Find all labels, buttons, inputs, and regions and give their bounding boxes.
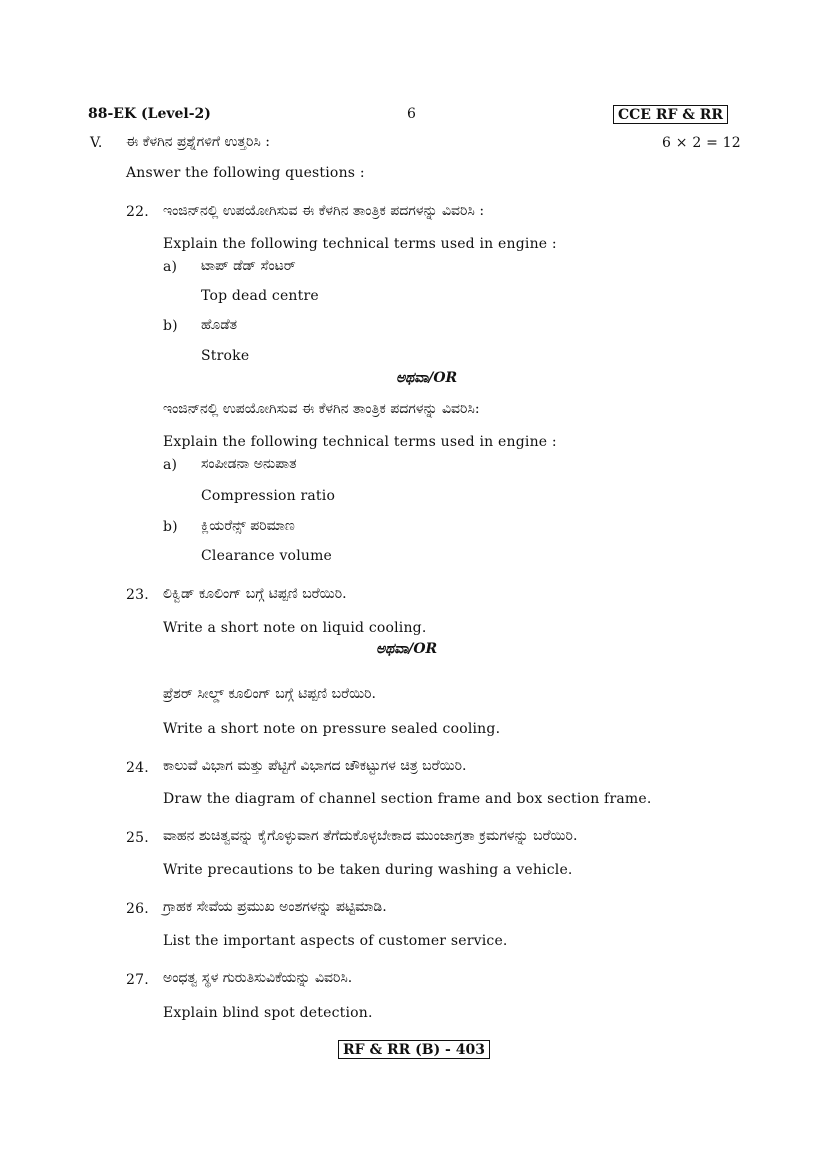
question-number: 26. [126,901,149,917]
question-number: 25. [126,830,149,846]
q23-alt-english: Write a short note on pressure sealed cooling. [163,721,501,737]
q25-kannada: ವಾಹನ ಶುಚಿತ್ವವನ್ನು ಕೈಗೊಳ್ಳುವಾಗ ತೆಗೆದುಕೊಳ್ಳಬೇಕಾದ ಮುಂಜಾಗ್ರತಾ ಕ್ರಮಗಳನ್ನು ಬರೆಯಿರಿ. [163,828,578,844]
q22-alt-kannada: ಇಂಜಿನ್‌ನಲ್ಲಿ ಉಪಯೋಗಿಸುವ ಈ ಕೆಳಗಿನ ತಾಂತ್ರಿಕ ಪದಗಳನ್ನು ವಿವರಿಸಿ: [163,401,480,417]
q22-a-label: a) [163,259,178,275]
q22-a-kannada: ಟಾಪ್ ಡೆಡ್ ಸೆಂಟರ್ [201,258,296,274]
q27-english: Explain blind spot detection. [163,1005,373,1021]
q23-alt-kannada: ಪ್ರೆಶರ್ ಸೀಲ್ಡ್ ಕೂಲಿಂಗ್ ಬಗ್ಗೆ ಟಿಪ್ಪಣಿ ಬರೆಯಿರಿ. [163,686,376,702]
q23-english: Write a short note on liquid cooling. [163,620,427,636]
q24-english: Draw the diagram of channel section frame and box section frame. [163,791,652,807]
section-instruction-kannada: ಈ ಕೆಳಗಿನ ಪ್ರಶ್ನೆಗಳಿಗೆ ಉತ್ತರಿಸಿ : [126,134,271,150]
q26-kannada: ಗ್ರಾಹಕ ಸೇವೆಯ ಪ್ರಮುಖ ಅಂಶಗಳನ್ನು ಪಟ್ಟಿಮಾಡಿ. [163,899,387,915]
scheme-badge: CCE RF & RR [613,105,728,124]
q22-alt-b-english: Clearance volume [201,548,333,564]
q23-kannada: ಲಿಕ್ವಿಡ್ ಕೂಲಿಂಗ್ ಬಗ್ಗೆ ಟಿಪ್ಪಣಿ ಬರೆಯಿರಿ. [163,586,347,602]
question-number: 24. [126,760,149,776]
q22-alt-a-label: a) [163,457,178,473]
section-instruction-english: Answer the following questions : [126,165,365,181]
q24-kannada: ಕಾಲುವೆ ವಿಭಾಗ ಮತ್ತು ಪೆಟ್ಟಿಗೆ ವಿಭಾಗದ ಚೌಕಟ್ಟುಗಳ ಚಿತ್ರ ಬರೆಯಿರಿ. [163,758,467,774]
section-numeral: V. [90,135,103,151]
q22-b-kannada: ಹೊಡೆತ [201,317,238,333]
question-number: 23. [126,587,149,603]
q27-kannada: ಅಂಧತ್ವ ಸ್ಥಳ ಗುರುತಿಸುವಿಕೆಯನ್ನು ವಿವರಿಸಿ. [163,970,353,986]
q22-alt-a-kannada: ಸಂಪೀಡನಾ ಅನುಪಾತ [201,456,297,472]
paper-code: 88-EK (Level-2) [88,106,211,122]
q22-a-english: Top dead centre [201,288,319,304]
section-marks: 6 × 2 = 12 [662,135,741,151]
question-number: 22. [126,204,149,220]
question-number: 27. [126,972,149,988]
q22-alt-english: Explain the following technical terms used in engine : [163,434,557,450]
q22-kannada: ಇಂಜಿನ್‌ನಲ್ಲಿ ಉಪಯೋಗಿಸುವ ಈ ಕೆಳಗಿನ ತಾಂತ್ರಿಕ ಪದಗಳನ್ನು ವಿವರಿಸಿ : [163,203,485,219]
q22-b-english: Stroke [201,348,250,364]
q25-english: Write precautions to be taken during washing a vehicle. [163,862,573,878]
footer-code: RF & RR (B) - 403 [338,1040,490,1059]
q22-alt-a-english: Compression ratio [201,488,336,504]
or-divider: ಅಥವಾ/OR [396,370,458,386]
q22-alt-b-kannada: ಕ್ಲಿಯರೆನ್ಸ್ ಪರಿಮಾಣ [201,518,295,534]
q22-b-label: b) [163,318,178,334]
or-divider: ಅಥವಾ/OR [376,641,438,657]
q22-alt-b-label: b) [163,519,178,535]
q22-english: Explain the following technical terms used in engine : [163,236,557,252]
q26-english: List the important aspects of customer service. [163,933,508,949]
page-number: 6 [407,106,416,122]
